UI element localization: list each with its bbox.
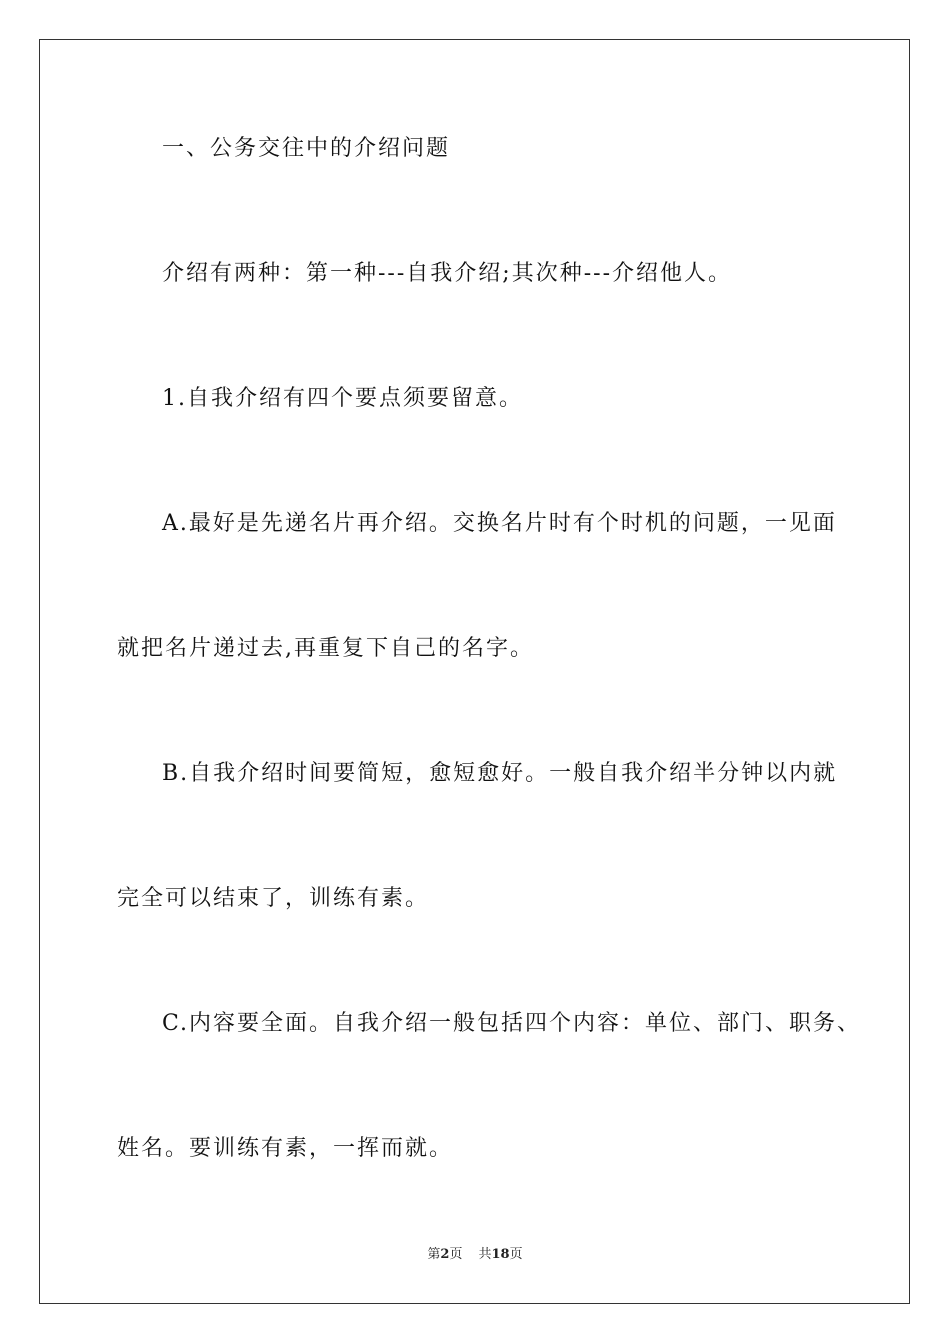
- paragraph-line: B.自我介绍时间要简短，愈短愈好。一般自我介绍半分钟以内就: [162, 761, 838, 786]
- paragraph-line: 姓名。要训练有素，一挥而就。: [117, 1136, 454, 1161]
- paragraph-line: 介绍有两种：第一种---自我介绍;其次种---介绍他人。: [162, 261, 733, 286]
- page-number: 2: [440, 1247, 450, 1262]
- page-frame: [39, 39, 910, 1304]
- paragraph-line: 就把名片递过去,再重复下自己的名字。: [117, 636, 534, 661]
- total-prefix: 共: [478, 1247, 492, 1262]
- page-suffix: 页: [449, 1247, 463, 1262]
- paragraph-line: 完全可以结束了，训练有素。: [117, 886, 430, 911]
- section-heading: 一、公务交往中的介绍问题: [162, 136, 451, 161]
- page-prefix: 第: [427, 1247, 441, 1262]
- total-suffix: 页: [509, 1247, 523, 1262]
- paragraph-line: C.内容要全面。自我介绍一般包括四个内容：单位、部门、职务、: [162, 1011, 862, 1036]
- paragraph-line: A.最好是先递名片再介绍。交换名片时有个时机的问题，一见面: [162, 511, 837, 536]
- paragraph-line: 1.自我介绍有四个要点须要留意。: [162, 386, 523, 411]
- total-pages: 18: [491, 1247, 510, 1262]
- page-footer: [0, 1246, 950, 1264]
